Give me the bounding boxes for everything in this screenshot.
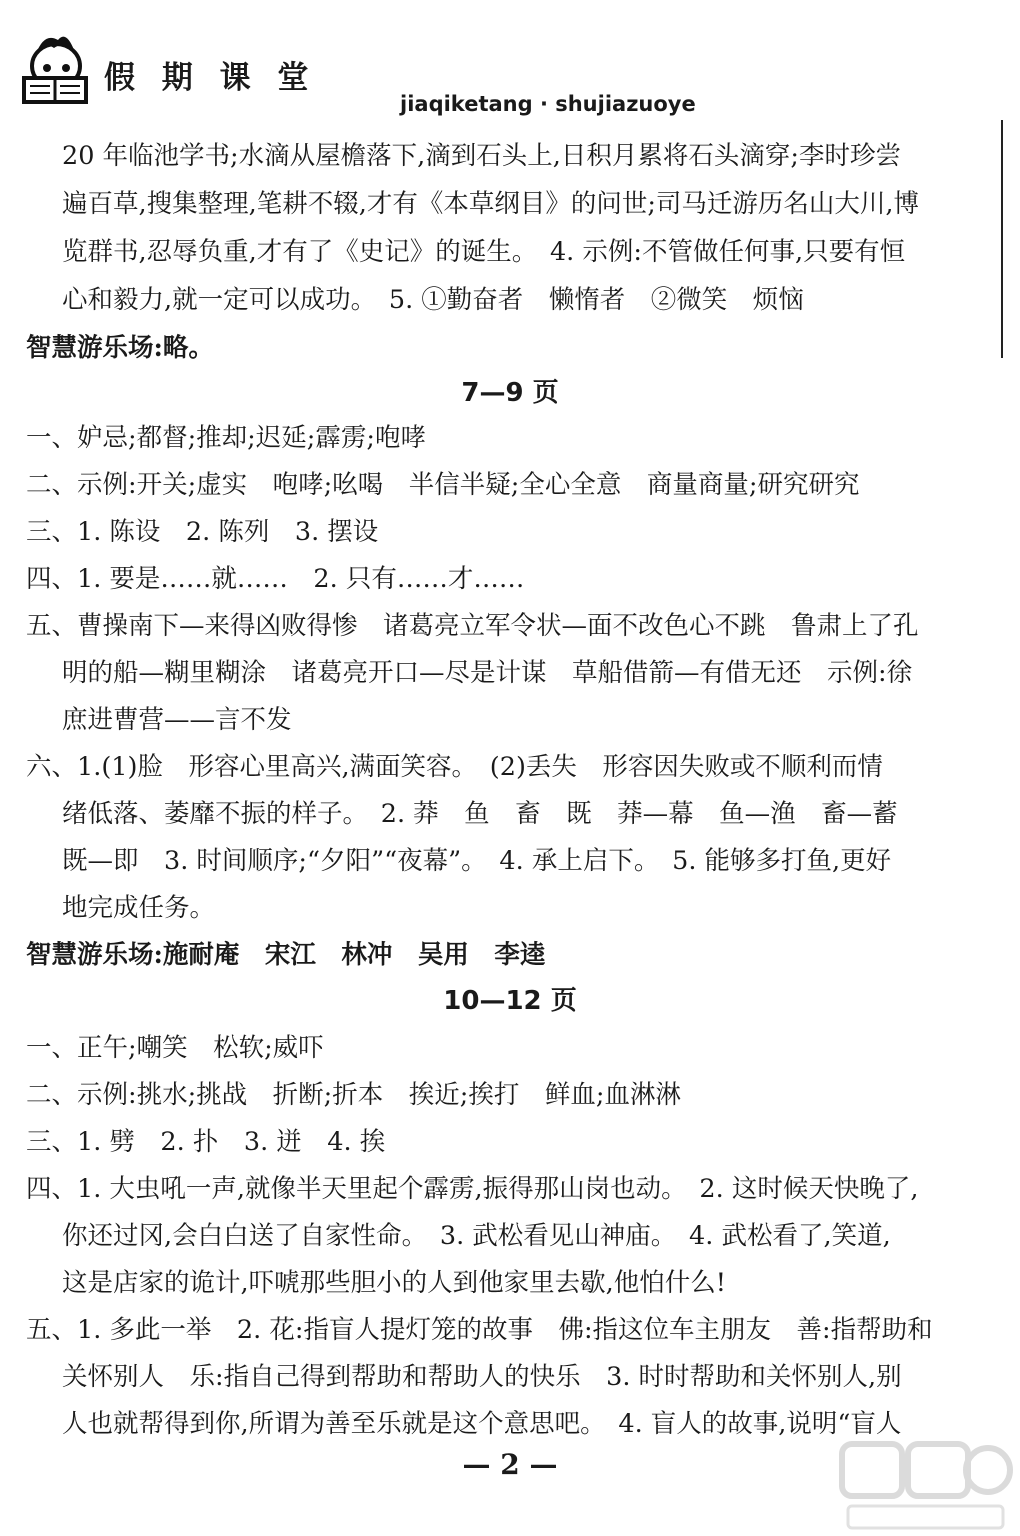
text-line: 二、示例:开关;虚实 咆哮;吆喝 半信半疑;全心全意 商量商量;研究研究 (26, 470, 860, 500)
text-line: 你还过冈,会白白送了自家性命。 3. 武松看见山神庙。 4. 武松看了,笑道, (62, 1221, 891, 1251)
text-line: 一、正午;嘲笑 松软;威吓 (26, 1033, 324, 1063)
text-line: 既—即 3. 时间顺序;“夕阳”“夜幕”。 4. 承上启下。 5. 能够多打鱼,更好 (62, 846, 892, 876)
text-line: 六、1.(1)脸 形容心里高兴,满面笑容。 (2)丢失 形容因失败或不顺利而情 (26, 752, 883, 782)
watermark-logo-icon (838, 1436, 1013, 1536)
text-line: 心和毅力,就一定可以成功。 5. ①勤奋者 懒惰者 ②微笑 烦恼 (62, 285, 804, 315)
text-line: 人也就帮得到你,所谓为善至乐就是这个意思吧。 4. 盲人的故事,说明“盲人 (62, 1409, 902, 1439)
text-line: 智慧游乐场:施耐庵 宋江 林冲 吴用 李逵 (26, 940, 546, 970)
text-line: 五、曹操南下—来得凶败得惨 诸葛亮立军令状—面不改色心不跳 鲁肃上了孔 (26, 611, 919, 641)
page-number: — 2 — (462, 1448, 558, 1481)
text-line: 四、1. 大虫吼一声,就像半天里起个霹雳,振得那山岗也动。 2. 这时候天快晚了, (26, 1174, 919, 1204)
text-line: 遍百草,搜集整理,笔耕不辍,才有《本草纲目》的问世;司马迁游历名山大川,博 (62, 189, 920, 219)
text-line: 三、1. 劈 2. 扑 3. 迸 4. 挨 (26, 1127, 386, 1157)
text-line: 20 年临池学书;水滴从屋檐落下,滴到石头上,日积月累将石头滴穿;李时珍尝 (62, 141, 901, 171)
text-line: 绪低落、萎靡不振的样子。 2. 莽 鱼 畜 既 莽—幕 鱼—渔 畜—蓄 (62, 799, 898, 829)
text-line: 关怀别人 乐:指自己得到帮助和帮助人的快乐 3. 时时帮助和关怀别人,别 (62, 1362, 902, 1392)
text-line: 明的船—糊里糊涂 诸葛亮开口—尽是计谋 草船借箭—有借无还 示例:徐 (62, 658, 913, 688)
section-heading: 10—12 页 (443, 986, 577, 1016)
reading-student-logo-icon (14, 28, 94, 108)
brand-title: 假 期 课 堂 (104, 60, 317, 96)
page-header (0, 0, 1020, 130)
text-line: 五、1. 多此一举 2. 花:指盲人提灯笼的故事 佛:指这位车主朋友 善:指帮助和 (26, 1315, 933, 1345)
text-line: 智慧游乐场:略。 (26, 333, 214, 363)
text-line: 一、妒忌;都督;推却;迟延;霹雳;咆哮 (26, 423, 426, 453)
text-line: 二、示例:挑水;挑战 折断;折本 挨近;挨打 鲜血;血淋淋 (26, 1080, 681, 1110)
text-line: 三、1. 陈设 2. 陈列 3. 摆设 (26, 517, 379, 547)
margin-rule (1001, 120, 1003, 358)
text-line: 庶进曹营——言不发 (62, 705, 292, 735)
section-heading: 7—9 页 (461, 378, 559, 408)
text-line: 四、1. 要是……就…… 2. 只有……才…… (26, 564, 525, 594)
text-line: 地完成任务。 (62, 893, 216, 923)
brand-pinyin: jiaqiketang · shujiazuoye (400, 92, 696, 116)
text-line: 览群书,忍辱负重,才有了《史记》的诞生。 4. 示例:不管做任何事,只要有恒 (62, 237, 906, 267)
text-line: 这是店家的诡计,吓唬那些胆小的人到他家里去歇,他怕什么! (62, 1268, 726, 1298)
